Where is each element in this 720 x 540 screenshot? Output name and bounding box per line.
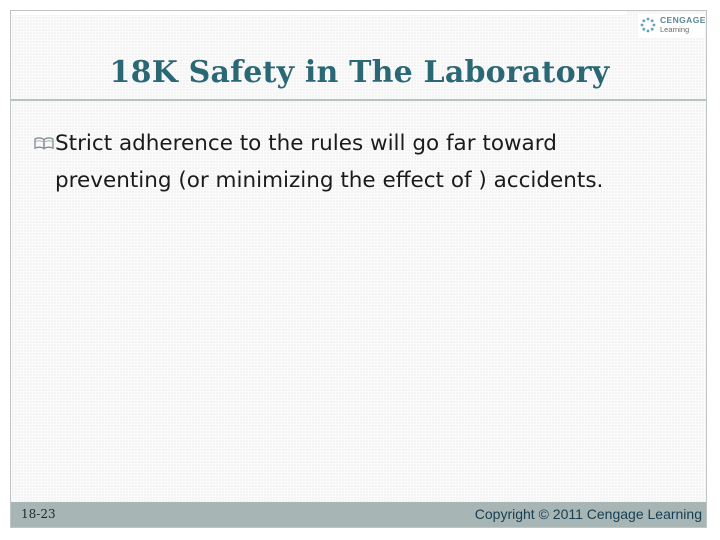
slide-title: 18K Safety in The Laboratory <box>109 55 610 90</box>
top-strip <box>11 11 627 15</box>
cengage-logo-icon <box>640 17 656 33</box>
copyright-notice: Copyright © 2011 Cengage Learning <box>474 506 702 522</box>
cengage-logo <box>638 14 704 38</box>
bullet-item <box>33 125 673 199</box>
title-divider <box>11 99 706 101</box>
open-book-icon <box>33 132 55 154</box>
footer-bar <box>11 502 706 527</box>
logo-brand-text: CENGAGE <box>660 15 706 25</box>
bullet-text: Strict adherence to the rules will go far toward preventing (or minimizing the effect of ) accidents. <box>55 131 604 193</box>
slide-number: 18-23 <box>21 507 56 521</box>
logo-sub-text: Learning <box>660 24 690 34</box>
